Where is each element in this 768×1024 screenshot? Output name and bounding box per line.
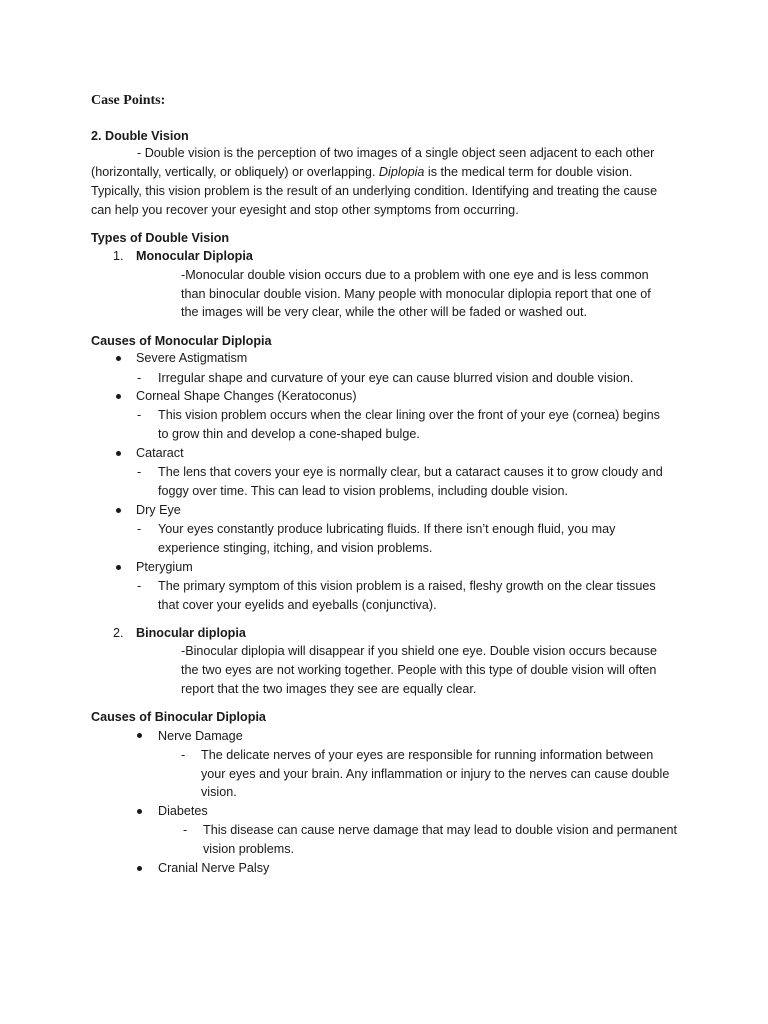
section-heading-double-vision: 2. Double Vision	[91, 129, 189, 143]
bullet-icon	[137, 866, 142, 871]
bullet-icon	[116, 451, 121, 456]
cause-label-pterygium: Pterygium	[136, 560, 193, 574]
binocular-title: Binocular diplopia	[136, 626, 246, 640]
binocular-desc-line: the two eyes are not working together. People with this type of double vision will often	[181, 663, 657, 677]
binocular-number: 2.	[113, 626, 124, 640]
bullet-icon	[116, 356, 121, 361]
cause-desc-line: experience stinging, itching, and vision problems.	[158, 541, 433, 555]
intro-line-2-pre: (horizontally, vertically, or obliquely) or overlapping.	[91, 165, 379, 179]
monocular-title: Monocular Diplopia	[136, 249, 253, 263]
cause-desc-line: Irregular shape and curvature of your eye can cause blurred vision and double vision.	[158, 371, 634, 385]
intro-line-1: - Double vision is the perception of two images of a single object seen adjacent to each other	[137, 146, 655, 160]
dash-marker: -	[137, 408, 142, 422]
cause-label-nerve-damage: Nerve Damage	[158, 729, 243, 743]
cause-label-astigmatism: Severe Astigmatism	[136, 351, 248, 365]
cause-desc-line: vision problems.	[203, 842, 294, 856]
cause-desc-line: This disease can cause nerve damage that may lead to double vision and permanent	[203, 823, 677, 837]
dash-marker: -	[137, 371, 142, 385]
cause-desc-line: vision.	[201, 785, 237, 799]
cause-label-diabetes: Diabetes	[158, 804, 208, 818]
cause-desc-line: The delicate nerves of your eyes are responsible for running information between	[201, 748, 654, 762]
cause-desc-line: that cover your eyelids and eyeballs (conjunctiva).	[158, 598, 437, 612]
bullet-icon	[116, 565, 121, 570]
bullet-icon	[137, 809, 142, 814]
dash-marker: -	[183, 823, 188, 837]
intro-line-2	[91, 163, 632, 181]
cause-label-dry-eye: Dry Eye	[136, 503, 181, 517]
cause-desc-line: Your eyes constantly produce lubricating fluids. If there isn’t enough fluid, you may	[158, 522, 616, 536]
cause-label-keratoconus: Corneal Shape Changes (Keratoconus)	[136, 389, 357, 403]
page-heading: Case Points:	[91, 93, 166, 108]
bullet-icon	[116, 394, 121, 399]
monocular-desc-line: -Monocular double vision occurs due to a problem with one eye and is less common	[181, 268, 649, 282]
causes-binocular-heading: Causes of Binocular Diplopia	[91, 710, 266, 724]
dash-marker: -	[137, 522, 142, 536]
intro-line-4: can help you recover your eyesight and stop other symptoms from occurring.	[91, 203, 519, 217]
cause-label-cataract: Cataract	[136, 446, 184, 460]
bullet-icon	[137, 733, 142, 738]
cause-desc-line: The lens that covers your eye is normally clear, but a cataract causes it to grow cloudy and	[158, 465, 663, 479]
dash-marker: -	[137, 465, 142, 479]
intro-line-2-post: is the medical term for double vision.	[424, 165, 633, 179]
cause-desc-line: foggy over time. This can lead to vision problems, including double vision.	[158, 484, 568, 498]
dash-marker: -	[181, 748, 186, 762]
causes-monocular-heading: Causes of Monocular Diplopia	[91, 334, 272, 348]
monocular-number: 1.	[113, 249, 124, 263]
intro-line-3: Typically, this vision problem is the result of an underlying condition. Identifying and treating the cause	[91, 184, 658, 198]
cause-desc-line: to grow thin and develop a cone-shaped bulge.	[158, 427, 420, 441]
cause-label-cranial-nerve-palsy: Cranial Nerve Palsy	[158, 861, 270, 875]
binocular-desc-line: -Binocular diplopia will disappear if you shield one eye. Double vision occurs because	[181, 644, 658, 658]
types-heading: Types of Double Vision	[91, 231, 230, 245]
dash-marker: -	[137, 579, 142, 593]
bullet-icon	[116, 508, 121, 513]
cause-desc-line: your eyes and your brain. Any inflammation or injury to the nerves can cause double	[201, 767, 670, 781]
monocular-desc-line: the images will be very clear, while the other will be faded or washed out.	[181, 305, 588, 319]
diplopia-term: Diplopia	[378, 165, 425, 179]
cause-desc-line: This vision problem occurs when the clear lining over the front of your eye (cornea) begins	[158, 408, 660, 422]
binocular-desc-line: report that the two images they see are equally clear.	[181, 682, 477, 696]
monocular-desc-line: than binocular double vision. Many people with monocular diplopia report that one of	[181, 287, 651, 301]
cause-desc-line: The primary symptom of this vision problem is a raised, fleshy growth on the clear tissues	[158, 579, 656, 593]
